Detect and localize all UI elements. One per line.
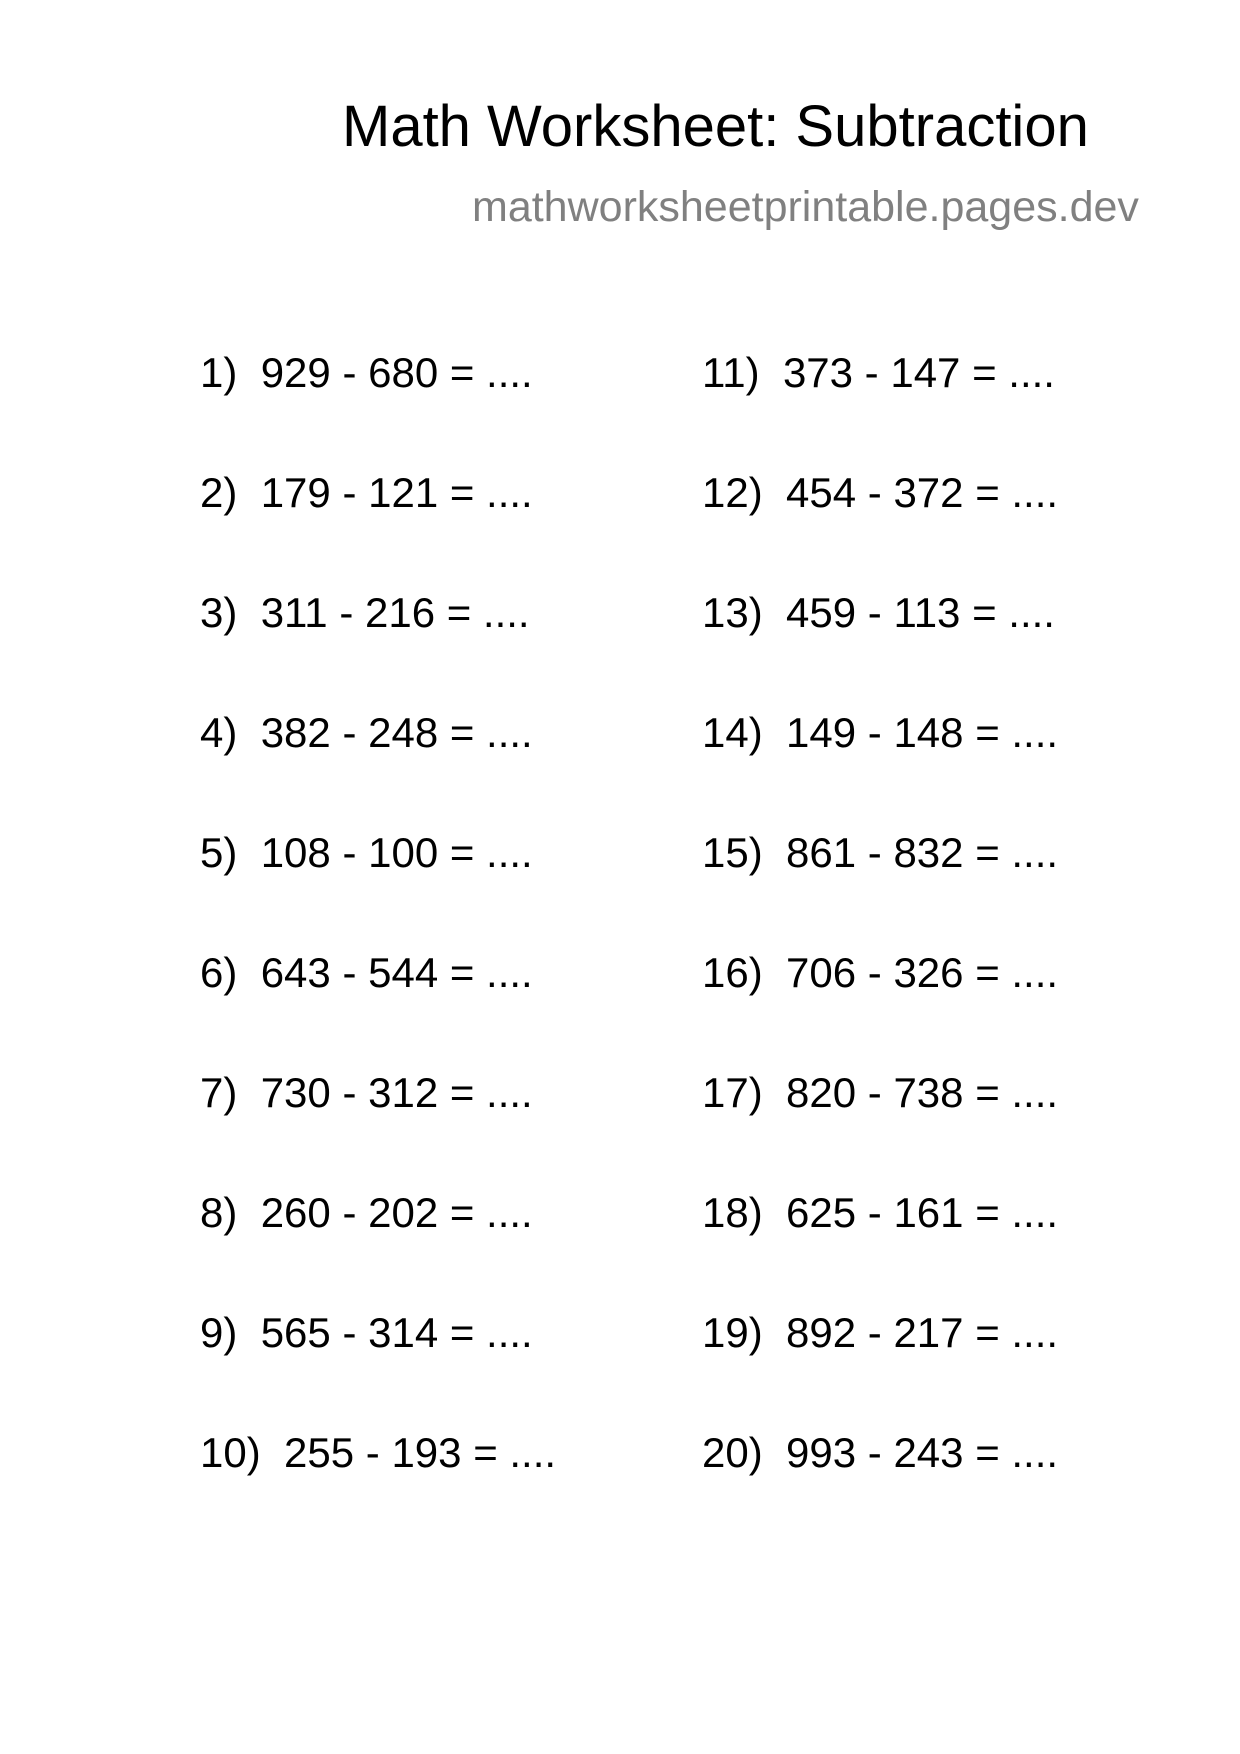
problem-expression: 459 - 113 = ....	[786, 589, 1055, 636]
problem-8	[200, 1189, 533, 1236]
problem-16	[702, 949, 1059, 996]
problem-number: 12)	[702, 469, 763, 516]
problem-5	[200, 829, 533, 876]
problem-expression: 179 - 121 = ....	[260, 469, 533, 516]
problem-number: 17)	[702, 1069, 763, 1116]
problem-number: 16)	[702, 949, 763, 996]
problem-expression: 565 - 314 = ....	[260, 1309, 533, 1356]
problem-expression: 260 - 202 = ....	[260, 1189, 533, 1236]
problem-number: 9)	[200, 1309, 238, 1356]
problem-17	[702, 1069, 1059, 1116]
problem-number: 7)	[200, 1069, 238, 1116]
problem-number: 5)	[200, 829, 238, 876]
problem-number: 19)	[702, 1309, 763, 1356]
problem-number: 15)	[702, 829, 763, 876]
problem-number: 4)	[200, 709, 238, 756]
problem-number: 3)	[200, 589, 238, 636]
problem-15	[702, 829, 1059, 876]
problem-expression: 108 - 100 = ....	[260, 829, 533, 876]
problem-expression: 625 - 161 = ....	[786, 1189, 1059, 1236]
problem-18	[702, 1189, 1059, 1236]
problem-1	[200, 349, 533, 396]
problem-expression: 993 - 243 = ....	[786, 1429, 1059, 1476]
problem-number: 6)	[200, 949, 238, 996]
problem-3	[200, 589, 530, 636]
problem-number: 2)	[200, 469, 238, 516]
problem-number: 8)	[200, 1189, 238, 1236]
problem-7	[200, 1069, 533, 1116]
problem-number: 14)	[702, 709, 763, 756]
problem-20	[702, 1429, 1059, 1476]
problem-expression: 454 - 372 = ....	[786, 469, 1059, 516]
problem-number: 10)	[200, 1429, 261, 1476]
problem-11	[702, 349, 1055, 396]
problem-number: 20)	[702, 1429, 763, 1476]
problem-expression: 929 - 680 = ....	[260, 349, 533, 396]
problem-10	[200, 1429, 557, 1476]
problem-13	[702, 589, 1055, 636]
problem-6	[200, 949, 533, 996]
problem-expression: 643 - 544 = ....	[260, 949, 533, 996]
problem-expression: 861 - 832 = ....	[786, 829, 1059, 876]
worksheet-title: Math Worksheet: Subtraction	[342, 94, 1089, 159]
problem-number: 18)	[702, 1189, 763, 1236]
problem-number: 1)	[200, 349, 238, 396]
problem-expression: 149 - 148 = ....	[786, 709, 1059, 756]
problem-2	[200, 469, 533, 516]
problem-4	[200, 709, 533, 756]
problem-expression: 382 - 248 = ....	[260, 709, 533, 756]
worksheet-source: mathworksheetprintable.pages.dev	[472, 183, 1139, 231]
problem-12	[702, 469, 1059, 516]
problem-expression: 820 - 738 = ....	[786, 1069, 1059, 1116]
problem-expression: 706 - 326 = ....	[786, 949, 1059, 996]
problem-expression: 373 - 147 = ....	[782, 349, 1055, 396]
problem-expression: 311 - 216 = ....	[260, 589, 530, 636]
problem-9	[200, 1309, 533, 1356]
problem-expression: 255 - 193 = ....	[284, 1429, 557, 1476]
problem-number: 13)	[702, 589, 763, 636]
problem-number: 11)	[702, 349, 760, 396]
problem-expression: 892 - 217 = ....	[786, 1309, 1059, 1356]
problem-14	[702, 709, 1059, 756]
problem-expression: 730 - 312 = ....	[260, 1069, 533, 1116]
problem-19	[702, 1309, 1059, 1356]
